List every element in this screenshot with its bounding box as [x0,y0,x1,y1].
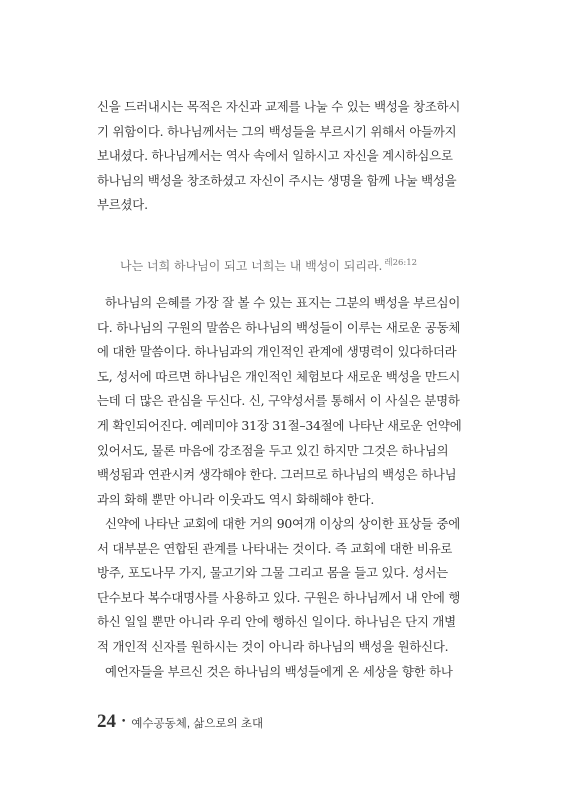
scripture-quote [120,253,417,276]
text-line: 있어서도, 물론 마음에 강조점을 두고 있긴 하지만 그것은 하나님의 [97,442,449,458]
text-line: 하신 일일 뿐만 아니라 우리 안에 행하신 일이다. 하나님은 단지 개별 [97,614,456,630]
paragraph-3 [97,512,465,660]
page-footer [97,710,263,734]
text-line: 에 대한 말씀이다. 하나님과의 개인적인 관계에 생명력이 있다하더라 [97,344,457,360]
text-line: 예언자들을 부르신 것은 하나님의 백성들에게 온 세상을 향한 하나 [105,664,453,679]
paragraph-1 [97,95,465,218]
text-line: 는데 더 많은 관심을 두신다. 신, 구약성서를 통해서 이 사실은 분명하 [97,393,460,409]
text-line: 부르셨다. [97,197,148,213]
text-line: 단수보다 복수대명사를 사용하고 있다. 구원은 하나님께서 내 안에 행 [97,589,461,605]
text-line: 도, 성서에 따르면 하나님은 개인적인 체험보다 새로운 백성을 만드시 [97,368,461,384]
text-line: 하나님의 백성을 창조하셨고 자신이 주시는 생명을 함께 나눌 백성을 [97,172,457,188]
text-line: 과의 화해 뿐만 아니라 이웃과도 역시 화해해야 한다. [97,491,375,507]
text-line: 다. 하나님의 구원의 말씀은 하나님의 백성들이 이루는 새로운 공동체 [97,319,461,335]
text-line: 서 대부분은 연합된 관계를 나타내는 것이다. 즉 교회에 대한 비유로 [97,540,453,556]
running-book-title: 예수공동체, 삶으로의 초대 [131,718,264,730]
quote-reference: 레26:12 [384,258,418,268]
text-line: 게 확인되어진다. 예레미야 31장 31절–34절에 나타난 새로운 언약에 [97,417,462,433]
text-line: 신을 드러내시는 목적은 자신과 교제를 나눌 수 있는 백성을 창조하시 [97,99,461,114]
text-line: 기 위함이다. 하나님께서는 그의 백성들을 부르시기 위해서 아들까지 [97,123,457,139]
text-line: 방주, 포도나무 가지, 물고기와 그물 그리고 몸을 들고 있다. 성서는 [97,565,448,581]
quote-text: 나는 너희 하나님이 되고 너희는 내 백성이 되리라. [120,259,383,273]
text-line: 신약에 나타난 교회에 대한 거의 90여개 이상의 상이한 표상들 중에 [105,516,461,531]
text-line: 적 개인적 신자를 원하시는 것이 아니라 하나님의 백성을 원하신다. [97,638,449,654]
bullet-separator: • [121,717,127,727]
paragraph-4 [97,660,465,685]
text-line: 보내셨다. 하나님께서는 역사 속에서 일하시고 자신을 계시하심으로 [97,148,453,164]
paragraph-2 [97,291,465,512]
page-number: 24 [97,711,116,732]
text-line: 하나님의 은혜를 가장 잘 볼 수 있는 표지는 그분의 백성을 부르심이 [105,295,461,310]
text-line: 백성됨과 연관시켜 생각해야 한다. 그러므로 하나님의 백성은 하나님 [97,467,457,483]
